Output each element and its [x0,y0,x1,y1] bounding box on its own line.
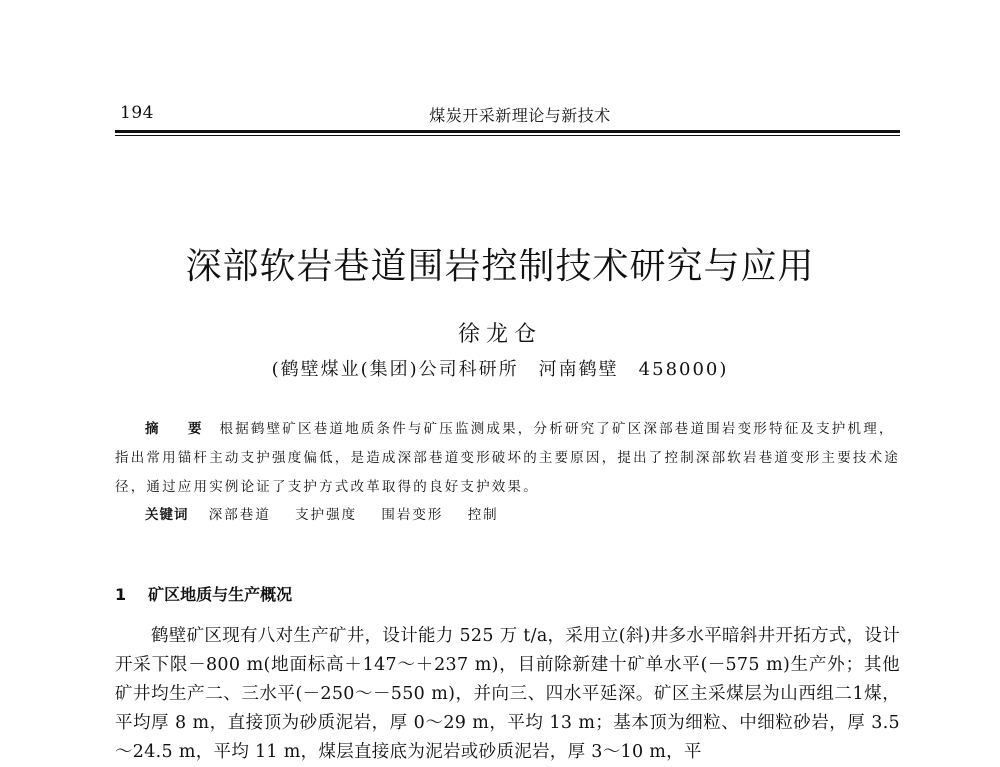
keyword: 围岩变形 [381,507,444,523]
paragraph-text: 鹤壁矿区现有八对生产矿井，设计能力 525 万 t/a，采用立(斜)井多水平暗斜井开拓方式，设计开采下限－800 m(地面标高＋147～＋237 m)，目前除新建十矿单水平(－575 m)生产外；其他矿井均生产二、三水平(－250～－550 m)，并向三、四水平延深。矿区主采煤层为山西组二1煤，平均厚 8 m，直接顶为砂质泥岩，厚 0～29 m，平均 13 m；基本顶为细粒、中细粒砂岩，厚 3.5～24.5 m，平均 11 m，煤层直接底为泥岩或砂质泥岩，厚 3～10 m，平 [115,626,901,762]
section-number: 1 [115,585,127,604]
author-name: 徐龙仓 [457,322,542,347]
abstract [115,415,900,502]
header-rule-thick [115,130,900,133]
keyword: 深部巷道 [208,507,271,523]
section-heading [115,582,292,605]
page-number: 194 [120,103,154,123]
keyword: 支护强度 [295,507,358,523]
header-rule-thin [115,135,900,136]
affiliation: (鹤壁煤业(集团)公司科研所 河南鹤壁 458000) [271,359,729,380]
keywords [145,503,517,523]
abstract-label: 摘 要 [145,421,210,437]
running-title: 煤炭开采新理论与新技术 [429,106,611,125]
body-paragraph [115,622,900,767]
keywords-label: 关键词 [145,507,189,523]
abstract-text: 根据鹤壁矿区巷道地质条件与矿压监测成果，分析研究了矿区深部巷道围岩变形特征及支护机理，指出常用锚杆主动支护强度偏低，是造成深部巷道变形破坏的主要原因，提出了控制深部软岩巷道变形主要技术途径，通过应用实例论证了支护方式改革取得的良好支护效果。 [115,421,900,495]
keyword: 控制 [467,507,499,523]
article-title: 深部软岩巷道围岩控制技术研究与应用 [185,246,815,287]
section-title: 矿区地质与生产概况 [148,585,293,604]
